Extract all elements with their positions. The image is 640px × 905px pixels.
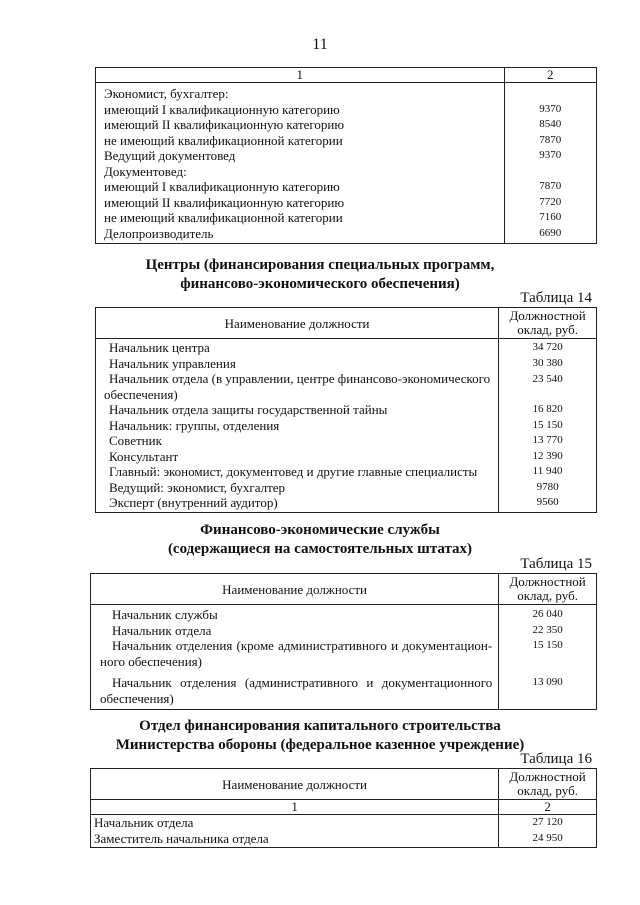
col-number-2: 2 (504, 68, 596, 83)
list-item: Ведущий: экономист, бухгалтер (109, 479, 286, 495)
salary-values (504, 83, 596, 244)
list-item: Эксперт (внутренний аудитор) (109, 495, 278, 511)
salary-value: 8540 (539, 118, 562, 131)
position-names (96, 339, 499, 513)
salary-value: 13 770 (532, 434, 563, 447)
col-number-2: 2 (499, 800, 597, 815)
col-number-1: 1 (91, 800, 499, 815)
list-item: Начальник отдела (в управлении, центре финансово-экономического обеспечения) (104, 371, 491, 402)
list-item: Начальник отдела защиты государственной тайны (109, 402, 388, 418)
list-item: Начальник службы (112, 607, 218, 623)
list-item: Советник (109, 433, 162, 449)
salary-value: 7160 (539, 211, 562, 224)
list-item: имеющий II квалификационную категорию (104, 117, 345, 133)
table-label: Таблица 14 (520, 290, 592, 306)
salary-value: 7870 (539, 133, 562, 146)
position-names (91, 605, 499, 710)
salary-value: 15 150 (532, 639, 563, 651)
table-14 (95, 307, 597, 513)
col-number-1: 1 (96, 68, 505, 83)
column-header: Должностной оклад, руб. (499, 308, 597, 339)
salary-value: 9370 (539, 102, 562, 115)
column-header: Должностной оклад, руб. (499, 574, 597, 605)
salary-value: 9370 (539, 149, 562, 162)
table-label: Таблица 16 (520, 751, 592, 767)
table-label: Таблица 15 (520, 556, 592, 572)
salary-value: 9780 (536, 480, 559, 493)
list-item: Документовед: (104, 163, 187, 179)
list-item: Делопроизводитель (104, 225, 214, 241)
table-16 (90, 768, 597, 848)
salary-value: 26 040 (532, 608, 563, 621)
salary-value: 16 820 (532, 403, 563, 416)
salary-value (505, 86, 596, 102)
salary-values (499, 605, 597, 710)
list-item: Ведущий документовед (104, 148, 236, 164)
list-item: имеющий II квалификационную категорию (104, 194, 345, 210)
salary-value: 15 150 (532, 418, 563, 431)
position-names (91, 815, 499, 848)
list-item: не имеющий квалификационной категории (104, 132, 343, 148)
column-header: Наименование должности (91, 574, 499, 605)
salary-value: 7720 (539, 195, 562, 208)
list-item: Начальник отдела (94, 815, 194, 831)
table-continuation (95, 67, 597, 244)
list-item: Начальник отдела (112, 622, 212, 638)
salary-value: 11 940 (532, 465, 563, 478)
section-heading: Отдел финансирования капитального строительства Министерства обороны (федеральное казенное учреждение) (115, 718, 525, 753)
salary-value: 13 090 (532, 676, 563, 688)
list-item: Начальник: группы, отделения (109, 417, 280, 433)
list-item: Консультант (109, 448, 179, 464)
salary-value: 23 540 (532, 373, 563, 385)
salary-value: 34 720 (532, 341, 563, 354)
salary-value: 30 380 (532, 356, 563, 369)
list-item: Главный: экономист, документовед и другие главные специалисты (109, 464, 478, 480)
salary-value: 27 120 (532, 816, 563, 829)
salary-value: 12 390 (532, 449, 563, 462)
column-header: Наименование должности (96, 308, 499, 339)
list-item: Экономист, бухгалтер: (104, 86, 229, 102)
list-item: Начальник отделения (административного и документационного обеспечения) (100, 675, 493, 706)
table-15 (90, 573, 597, 710)
salary-value: 6690 (539, 226, 562, 239)
list-item: имеющий I квалификационную категорию (104, 179, 340, 195)
list-item: Заместитель начальника отдела (94, 830, 269, 846)
salary-value: 22 350 (532, 623, 563, 636)
column-header: Должностной оклад, руб. (499, 769, 597, 800)
salary-value: 7870 (539, 180, 562, 193)
salary-values (499, 339, 597, 513)
column-header: Наименование должности (91, 769, 499, 800)
salary-values (499, 815, 597, 848)
list-item: Начальник управления (109, 355, 236, 371)
list-item: имеющий I квалификационную категорию (104, 101, 340, 117)
section-heading: Финансово-экономические службы (содержащиеся на самостоятельных штатах) (167, 522, 473, 557)
list-item: Начальник центра (109, 340, 210, 356)
list-item: не имеющий квалификационной категории (104, 210, 343, 226)
salary-value: 24 950 (532, 831, 563, 844)
list-item: Начальник отделения (кроме административного и документацион- ного обеспечения) (100, 638, 493, 669)
page-number: 11 (312, 36, 328, 53)
salary-value: 9560 (536, 496, 559, 509)
position-names (96, 83, 505, 244)
section-heading: Центры (финансирования специальных программ, финансово-экономического обеспечения) (145, 257, 495, 292)
salary-value (505, 164, 596, 180)
